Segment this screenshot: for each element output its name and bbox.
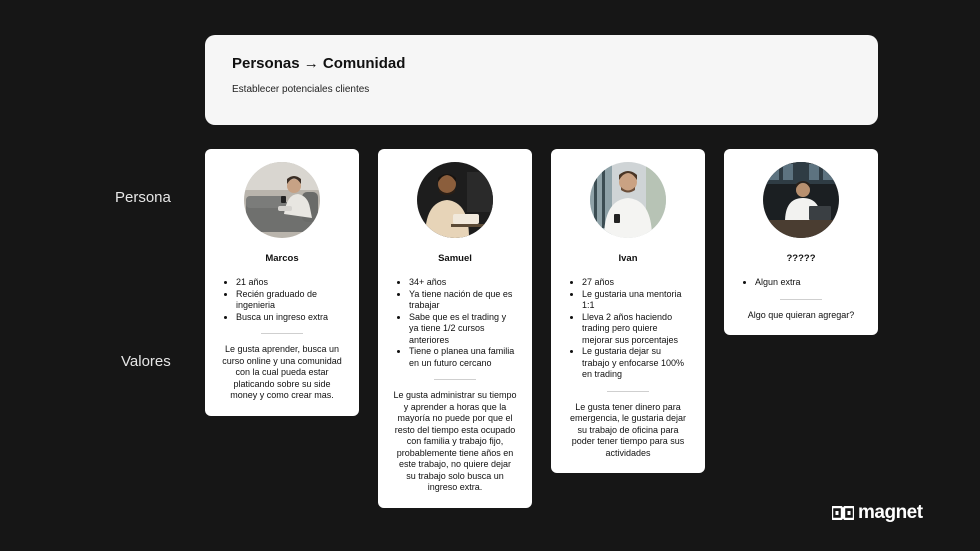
persona-card-ivan bbox=[551, 149, 705, 473]
magnet-logo-icon bbox=[832, 506, 854, 520]
divider bbox=[261, 333, 303, 334]
list-item: • Le gustaria una mentoria 1:1 bbox=[582, 289, 690, 312]
row-label-valores: Valores bbox=[121, 353, 171, 370]
divider bbox=[780, 299, 822, 300]
list-item: • Sabe que es el trading y ya tiene 1/2 cursos anteriores bbox=[409, 312, 517, 347]
list-item: • Busca un ingreso extra bbox=[236, 312, 344, 324]
persona-facts-list bbox=[393, 277, 517, 369]
list-item: • Recién graduado de ingenieria bbox=[236, 289, 344, 312]
persona-photo-samuel bbox=[417, 162, 493, 238]
persona-card-marcos bbox=[205, 149, 359, 416]
page-title: Personas → Comunidad bbox=[232, 55, 406, 72]
persona-photo-marcos bbox=[244, 162, 320, 238]
persona-name: Marcos bbox=[265, 253, 299, 264]
list-item: • Lleva 2 años haciendo trading pero quiere mejorar sus porcentajes bbox=[582, 312, 690, 347]
list-item: • Tiene o planea una familia en un futuro cercano bbox=[409, 346, 517, 369]
list-item: • Ya tiene nación de que es trabajar bbox=[409, 289, 517, 312]
magnet-logo bbox=[832, 502, 923, 524]
persona-facts-list bbox=[566, 277, 690, 381]
persona-facts-list bbox=[739, 277, 863, 289]
avatar bbox=[590, 162, 666, 238]
list-item: • 21 años bbox=[236, 277, 344, 289]
persona-card-samuel bbox=[378, 149, 532, 508]
persona-values: Le gusta tener dinero para emergencia, le gustaria dejar su trabajo de oficina para poder tener tiempo para sus actividades bbox=[569, 401, 687, 458]
persona-values: Le gusta administrar su tiempo y aprender a horas que la mayoría no puede por que el resto del tiempo esta ocupado con familia y trabajo fijo, probablemente tiene años en este trabajo, no quiere dejar su trabajo solo busca un ingreso extra. bbox=[393, 390, 517, 492]
persona-card-unknown bbox=[724, 149, 878, 335]
persona-name: Samuel bbox=[438, 253, 472, 264]
persona-name: Ivan bbox=[618, 253, 638, 264]
avatar bbox=[763, 162, 839, 238]
persona-values: Le gusta aprender, busca un curso online y una comunidad con la cual pueda estar platicando sobre su side money y como crear mas. bbox=[222, 344, 342, 400]
divider bbox=[607, 391, 649, 392]
persona-photo-ivan bbox=[590, 162, 666, 238]
divider bbox=[434, 379, 476, 380]
persona-values: Algo que quieran agregar? bbox=[747, 309, 855, 320]
persona-facts-list bbox=[220, 277, 344, 323]
logo-text: magnet bbox=[858, 502, 923, 523]
avatar bbox=[417, 162, 493, 238]
persona-photo-unknown bbox=[763, 162, 839, 238]
row-label-persona: Persona bbox=[115, 189, 171, 206]
list-item: • Algun extra bbox=[755, 277, 863, 289]
page-subtitle: Establecer potenciales clientes bbox=[232, 84, 370, 95]
avatar bbox=[244, 162, 320, 238]
list-item: • 34+ años bbox=[409, 277, 517, 289]
list-item: • 27 años bbox=[582, 277, 690, 289]
header-card bbox=[205, 35, 878, 125]
persona-name: ????? bbox=[786, 253, 816, 264]
list-item: • Le gustaria dejar su trabajo y enfocarse 100% en trading bbox=[582, 346, 690, 381]
